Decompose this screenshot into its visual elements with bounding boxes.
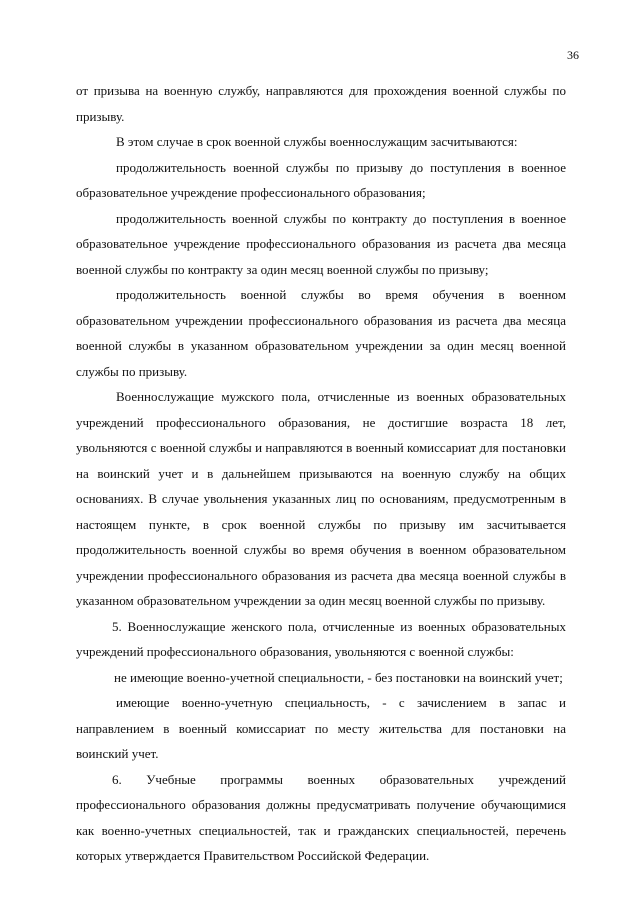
- paragraph-service-term-intro: В этом случае в срок военной службы военнослужащим засчитываются:: [116, 134, 518, 149]
- paragraph-without-specialty: не имеющие военно-учетной специальности, - без постановки на воинский учет;: [114, 669, 563, 685]
- paragraph-with-specialty: имеющие военно-учетную специальность, - с зачислением в запас и направлением в военный комиссариат по месту жительства для постановки на воинский учет.: [76, 695, 566, 761]
- paragraph-contract-duration: продолжительность военной службы по контракту до поступления в военное образовательное учреждение профессионального образования из расчета два месяца военной службы по контракту за один месяц военной службы по призыву;: [76, 210, 566, 277]
- paragraph-item-6-curricula: 6. Учебные программы военных образовательных учреждений профессионального образования должны предусматривать получение обучающимися как военно-учетных специальностей, так и гражданских специальностей, перечень которых утверждается Правительством Российской Федерации.: [76, 771, 566, 863]
- page-number: 36: [567, 48, 579, 62]
- paragraph-continuation: от призыва на военную службу, направляются для прохождения военной службы по призыву.: [76, 83, 566, 124]
- paragraph-male-servicemen: Военнослужащие мужского пола, отчисленные из военных образовательных учреждений профессионального образования, не достигшие возраста 18 лет, увольняются с военной службы и направляются в военный комиссариат для постановки на воинский учет и в дальнейшем призываются на военную службу на общих основаниях. В случае увольнения указанных лиц по основаниям, предусмотренным в настоящем пункте, в срок военной службы по призыву им засчитывается продолжительность военной службы во время обучения в военном образовательном учреждении профессионального образования из расчета два месяца военной службы в указанном образовательном учреждении за один месяц военной службы по призыву.: [76, 389, 566, 608]
- paragraph-study-duration: продолжительность военной службы во время обучения в военном образовательном учреждении профессионального образования из расчета два месяца военной службы в указанном образовательном учреждении за один месяц военной службы по призыву.: [76, 287, 566, 379]
- paragraph-conscription-duration: продолжительность военной службы по призыву до поступления в военное образовательное учреждение профессионального образования;: [76, 159, 566, 200]
- document-body: [76, 78, 566, 869]
- paragraph-item-5-female-servicemen: 5. Военнослужащие женского пола, отчисленные из военных образовательных учреждений профессионального образования, увольняются с военной службы:: [76, 618, 566, 659]
